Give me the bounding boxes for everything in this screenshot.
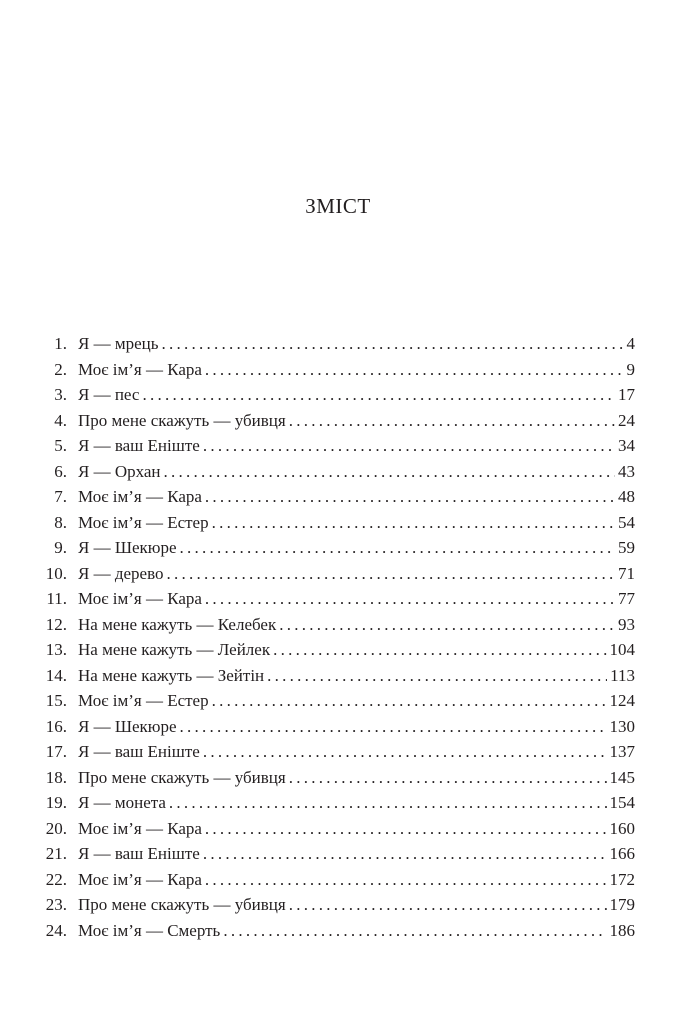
toc-leader-dots bbox=[289, 408, 615, 434]
toc-entry-number: 18. bbox=[45, 767, 67, 787]
toc-entry-number: 21. bbox=[45, 844, 67, 863]
toc-leader-dots bbox=[205, 586, 615, 612]
toc-entry-page-number: 124 bbox=[609, 691, 635, 710]
toc-entry-number: 16. bbox=[45, 716, 67, 736]
toc-entry-number: 7. bbox=[54, 487, 67, 506]
toc-entry-title: Я — пес bbox=[78, 385, 140, 404]
toc-leader-dots bbox=[203, 841, 607, 867]
toc-entry bbox=[40, 331, 635, 357]
toc-entry-number: 12. bbox=[45, 614, 67, 634]
toc-leader-dots bbox=[212, 688, 607, 714]
toc-leader-dots bbox=[273, 637, 606, 663]
toc-entry bbox=[40, 841, 635, 867]
toc-entry-page-number: 71 bbox=[618, 563, 635, 583]
toc-entry-title: Моє ім’я — Кара bbox=[78, 487, 202, 506]
toc-entry bbox=[40, 816, 635, 842]
toc-entry-title: На мене кажуть — Зейтін bbox=[78, 665, 265, 685]
toc-entry-page-number: 54 bbox=[618, 512, 635, 532]
toc-entry-title: Я — ваш Еніште bbox=[78, 844, 200, 863]
toc-entry bbox=[40, 484, 635, 510]
toc-entry bbox=[40, 382, 635, 408]
toc-entry bbox=[40, 790, 635, 816]
toc-entry bbox=[40, 714, 635, 740]
toc-entry-number: 5. bbox=[54, 436, 67, 455]
toc-entry-title: Я — ваш Еніште bbox=[78, 742, 200, 761]
toc-entry-number: 20. bbox=[45, 818, 67, 838]
toc-entry bbox=[40, 535, 635, 561]
toc-entry bbox=[40, 408, 635, 434]
toc-entry-page-number: 17 bbox=[618, 385, 635, 404]
toc-entry-number: 2. bbox=[54, 359, 67, 379]
toc-entry bbox=[40, 357, 635, 383]
toc-entry bbox=[40, 663, 635, 689]
page-title: ЗМІСТ bbox=[305, 194, 371, 218]
toc-entry bbox=[40, 637, 635, 663]
toc-entry bbox=[40, 510, 635, 536]
toc-entry-page-number: 137 bbox=[609, 742, 635, 761]
toc-entry-page-number: 160 bbox=[609, 818, 635, 838]
toc-entry-title: Я — Шекюре bbox=[78, 716, 177, 736]
toc-entry-title: Моє ім’я — Смерть bbox=[78, 920, 221, 940]
toc-entry-title: Я — ваш Еніште bbox=[78, 436, 200, 455]
toc-leader-dots bbox=[205, 484, 615, 510]
toc-entry-number: 19. bbox=[45, 793, 67, 812]
toc-leader-dots bbox=[203, 739, 607, 765]
toc-entry-title: На мене кажуть — Келебек bbox=[78, 614, 277, 634]
toc-entry-number: 11. bbox=[46, 589, 67, 608]
toc-entry-number: 14. bbox=[45, 665, 67, 685]
toc-leader-dots bbox=[289, 765, 607, 791]
toc-entry-number: 13. bbox=[45, 640, 67, 659]
toc-entry-title: Про мене скажуть — убивця bbox=[78, 895, 286, 914]
toc-leader-dots bbox=[267, 663, 607, 689]
toc-leader-dots bbox=[180, 535, 615, 561]
toc-entry-number: 8. bbox=[54, 512, 67, 532]
toc-entry-number: 24. bbox=[45, 920, 67, 940]
toc-entry-page-number: 93 bbox=[618, 614, 635, 634]
toc-entry-title: Моє ім’я — Кара bbox=[78, 818, 202, 838]
toc-leader-dots bbox=[205, 867, 607, 893]
toc-entry-number: 1. bbox=[54, 334, 67, 353]
toc-entry bbox=[40, 433, 635, 459]
toc-entry-page-number: 172 bbox=[609, 869, 635, 889]
toc-entry-title: Про мене скажуть — убивця bbox=[78, 410, 286, 430]
toc-entry bbox=[40, 892, 635, 918]
toc-entry-title: Моє ім’я — Кара bbox=[78, 589, 202, 608]
toc-entry-page-number: 130 bbox=[609, 716, 635, 736]
toc-entry-page-number: 24 bbox=[618, 410, 635, 430]
toc-entry-page-number: 4 bbox=[626, 334, 635, 353]
toc-entry-page-number: 154 bbox=[609, 793, 635, 812]
toc-entry-title: Я — дерево bbox=[78, 563, 164, 583]
toc-entry-title: Про мене скажуть — убивця bbox=[78, 767, 286, 787]
toc-entry-number: 10. bbox=[45, 563, 67, 583]
toc-leader-dots bbox=[164, 459, 615, 485]
toc-entry-page-number: 59 bbox=[618, 538, 635, 557]
toc-leader-dots bbox=[205, 357, 624, 383]
toc-entry bbox=[40, 688, 635, 714]
toc-entry-page-number: 43 bbox=[618, 461, 635, 481]
toc-entry-title: Моє ім’я — Естер bbox=[78, 512, 209, 532]
toc-entry-title: Моє ім’я — Кара bbox=[78, 869, 202, 889]
toc-entry-number: 6. bbox=[54, 461, 67, 481]
toc-entry-number: 9. bbox=[54, 538, 67, 557]
toc-leader-dots bbox=[180, 714, 607, 740]
toc-entry-title: Я — монета bbox=[78, 793, 166, 812]
table-of-contents bbox=[40, 331, 635, 943]
toc-entry-number: 22. bbox=[45, 869, 67, 889]
toc-entry bbox=[40, 586, 635, 612]
toc-entry-page-number: 48 bbox=[618, 487, 635, 506]
toc-entry-number: 3. bbox=[54, 385, 67, 404]
toc-entry-title: Я — Шекюре bbox=[78, 538, 177, 557]
toc-entry-number: 17. bbox=[45, 742, 67, 761]
toc-entry-page-number: 166 bbox=[609, 844, 635, 863]
toc-entry-page-number: 34 bbox=[618, 436, 635, 455]
toc-leader-dots bbox=[162, 331, 624, 357]
toc-entry-page-number: 113 bbox=[610, 665, 635, 685]
toc-entry bbox=[40, 867, 635, 893]
toc-leader-dots bbox=[223, 918, 606, 944]
toc-entry-page-number: 77 bbox=[618, 589, 635, 608]
toc-leader-dots bbox=[279, 612, 615, 638]
toc-leader-dots bbox=[289, 892, 607, 918]
toc-leader-dots bbox=[205, 816, 607, 842]
toc-entry-page-number: 104 bbox=[609, 640, 635, 659]
toc-leader-dots bbox=[169, 790, 607, 816]
toc-entry-page-number: 9 bbox=[626, 359, 635, 379]
toc-entry-number: 4. bbox=[54, 410, 67, 430]
toc-leader-dots bbox=[212, 510, 615, 536]
toc-leader-dots bbox=[167, 561, 616, 587]
toc-entry-number: 23. bbox=[45, 895, 67, 914]
toc-entry bbox=[40, 612, 635, 638]
toc-entry-page-number: 179 bbox=[609, 895, 635, 914]
toc-entry-number: 15. bbox=[45, 691, 67, 710]
toc-entry-title: Моє ім’я — Кара bbox=[78, 359, 202, 379]
toc-entry bbox=[40, 765, 635, 791]
toc-entry bbox=[40, 561, 635, 587]
toc-entry bbox=[40, 739, 635, 765]
toc-leader-dots bbox=[142, 382, 615, 408]
toc-entry-title: На мене кажуть — Лейлек bbox=[78, 640, 271, 659]
toc-entry-page-number: 186 bbox=[609, 920, 635, 940]
toc-entry bbox=[40, 918, 635, 944]
toc-entry-title: Я — Орхан bbox=[78, 461, 161, 481]
toc-leader-dots bbox=[203, 433, 615, 459]
toc-entry-title: Я — мрець bbox=[78, 334, 159, 353]
toc-entry bbox=[40, 459, 635, 485]
toc-entry-title: Моє ім’я — Естер bbox=[78, 691, 209, 710]
toc-entry-page-number: 145 bbox=[609, 767, 635, 787]
